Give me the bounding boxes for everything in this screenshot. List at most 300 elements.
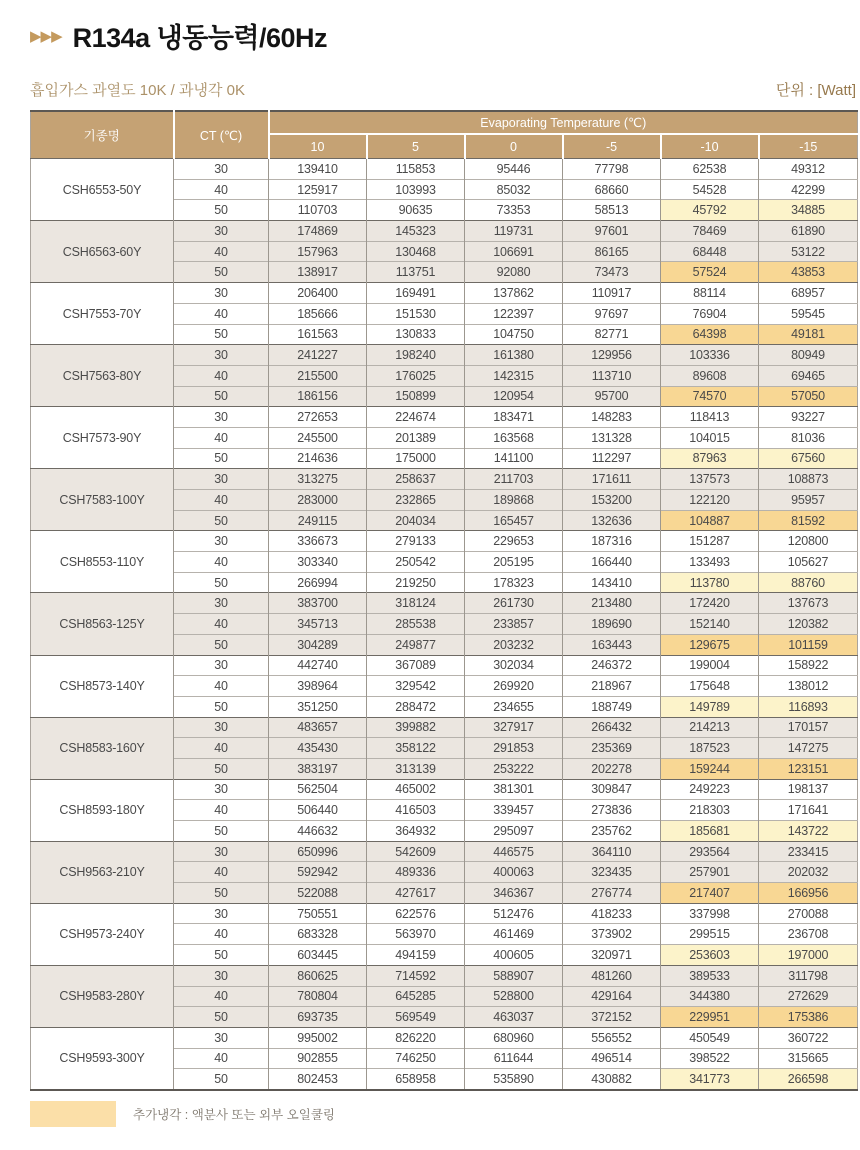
- value-cell: 261730: [465, 593, 563, 614]
- value-cell: 542609: [367, 841, 465, 862]
- value-cell: 372152: [563, 1007, 661, 1028]
- ct-cell: 50: [174, 758, 269, 779]
- value-cell: 246372: [563, 655, 661, 676]
- value-cell: 158922: [759, 655, 858, 676]
- value-cell: 197000: [759, 945, 858, 966]
- value-cell: 189690: [563, 614, 661, 635]
- value-cell: 104750: [465, 324, 563, 345]
- value-cell: 603445: [269, 945, 367, 966]
- value-cell: 233857: [465, 614, 563, 635]
- value-cell: 175386: [759, 1007, 858, 1028]
- value-cell: 249115: [269, 510, 367, 531]
- value-cell: 213480: [563, 593, 661, 614]
- value-cell: 450549: [661, 1027, 759, 1048]
- value-cell: 120382: [759, 614, 858, 635]
- value-cell: 159244: [661, 758, 759, 779]
- table-row: [31, 655, 858, 676]
- ct-cell: 40: [174, 303, 269, 324]
- value-cell: 129956: [563, 345, 661, 366]
- value-cell: 291853: [465, 738, 563, 759]
- value-cell: 344380: [661, 986, 759, 1007]
- col-header-temp-neg5: -5: [563, 134, 661, 159]
- value-cell: 588907: [465, 965, 563, 986]
- table-row: [31, 531, 858, 552]
- value-cell: 204034: [367, 510, 465, 531]
- ct-cell: 40: [174, 552, 269, 573]
- value-cell: 120800: [759, 531, 858, 552]
- value-cell: 714592: [367, 965, 465, 986]
- value-cell: 295097: [465, 821, 563, 842]
- value-cell: 90635: [367, 200, 465, 221]
- value-cell: 446575: [465, 841, 563, 862]
- model-name-cell: CSH7573-90Y: [31, 407, 174, 469]
- value-cell: 142315: [465, 365, 563, 386]
- value-cell: 241227: [269, 345, 367, 366]
- value-cell: 42299: [759, 179, 858, 200]
- value-cell: 54528: [661, 179, 759, 200]
- model-name-cell: CSH7583-100Y: [31, 469, 174, 531]
- value-cell: 172420: [661, 593, 759, 614]
- value-cell: 131328: [563, 427, 661, 448]
- value-cell: 86165: [563, 241, 661, 262]
- value-cell: 269920: [465, 676, 563, 697]
- ct-cell: 40: [174, 800, 269, 821]
- value-cell: 165457: [465, 510, 563, 531]
- ct-cell: 50: [174, 386, 269, 407]
- model-name-cell: CSH9573-240Y: [31, 903, 174, 965]
- value-cell: 336673: [269, 531, 367, 552]
- legend-label: 추가냉각 : 액분사 또는 외부 오일쿨링: [133, 1107, 335, 1122]
- value-cell: 746250: [367, 1048, 465, 1069]
- value-cell: 383197: [269, 758, 367, 779]
- ct-cell: 40: [174, 1048, 269, 1069]
- value-cell: 304289: [269, 634, 367, 655]
- value-cell: 116893: [759, 696, 858, 717]
- value-cell: 234655: [465, 696, 563, 717]
- ct-cell: 30: [174, 283, 269, 304]
- value-cell: 125917: [269, 179, 367, 200]
- model-name-cell: CSH8583-160Y: [31, 717, 174, 779]
- value-cell: 187316: [563, 531, 661, 552]
- ct-cell: 40: [174, 862, 269, 883]
- col-header-temp-5: 5: [367, 134, 465, 159]
- value-cell: 650996: [269, 841, 367, 862]
- value-cell: 341773: [661, 1069, 759, 1090]
- value-cell: 89608: [661, 365, 759, 386]
- value-cell: 489336: [367, 862, 465, 883]
- ct-cell: 50: [174, 510, 269, 531]
- value-cell: 367089: [367, 655, 465, 676]
- value-cell: 202278: [563, 758, 661, 779]
- value-cell: 119731: [465, 221, 563, 242]
- value-cell: 562504: [269, 779, 367, 800]
- value-cell: 429164: [563, 986, 661, 1007]
- value-cell: 389533: [661, 965, 759, 986]
- table-row: [31, 779, 858, 800]
- value-cell: 73473: [563, 262, 661, 283]
- value-cell: 483657: [269, 717, 367, 738]
- legend: [30, 1100, 858, 1128]
- value-cell: 85032: [465, 179, 563, 200]
- col-header-temp-neg15: -15: [759, 134, 858, 159]
- value-cell: 249877: [367, 634, 465, 655]
- value-cell: 276774: [563, 883, 661, 904]
- value-cell: 103993: [367, 179, 465, 200]
- value-cell: 303340: [269, 552, 367, 573]
- value-cell: 169491: [367, 283, 465, 304]
- value-cell: 115853: [367, 159, 465, 180]
- value-cell: 45792: [661, 200, 759, 221]
- col-header-temp-0: 0: [465, 134, 563, 159]
- model-name-cell: CSH8553-110Y: [31, 531, 174, 593]
- value-cell: 622576: [367, 903, 465, 924]
- value-cell: 273836: [563, 800, 661, 821]
- ct-cell: 40: [174, 241, 269, 262]
- value-cell: 351250: [269, 696, 367, 717]
- ct-cell: 30: [174, 841, 269, 862]
- ct-cell: 50: [174, 945, 269, 966]
- value-cell: 73353: [465, 200, 563, 221]
- ct-cell: 30: [174, 903, 269, 924]
- value-cell: 189868: [465, 490, 563, 511]
- value-cell: 995002: [269, 1027, 367, 1048]
- value-cell: 97697: [563, 303, 661, 324]
- value-cell: 176025: [367, 365, 465, 386]
- value-cell: 658958: [367, 1069, 465, 1090]
- value-cell: 147275: [759, 738, 858, 759]
- value-cell: 149789: [661, 696, 759, 717]
- ct-cell: 30: [174, 965, 269, 986]
- value-cell: 465002: [367, 779, 465, 800]
- ct-cell: 50: [174, 262, 269, 283]
- value-cell: 299515: [661, 924, 759, 945]
- value-cell: 130833: [367, 324, 465, 345]
- value-cell: 309847: [563, 779, 661, 800]
- value-cell: 202032: [759, 862, 858, 883]
- value-cell: 253603: [661, 945, 759, 966]
- value-cell: 398964: [269, 676, 367, 697]
- value-cell: 163443: [563, 634, 661, 655]
- value-cell: 185666: [269, 303, 367, 324]
- value-cell: 78469: [661, 221, 759, 242]
- value-cell: 137862: [465, 283, 563, 304]
- value-cell: 802453: [269, 1069, 367, 1090]
- value-cell: 122397: [465, 303, 563, 324]
- value-cell: 430882: [563, 1069, 661, 1090]
- ct-cell: 40: [174, 676, 269, 697]
- value-cell: 512476: [465, 903, 563, 924]
- value-cell: 174869: [269, 221, 367, 242]
- value-cell: 77798: [563, 159, 661, 180]
- value-cell: 266598: [759, 1069, 858, 1090]
- value-cell: 137673: [759, 593, 858, 614]
- ct-cell: 50: [174, 448, 269, 469]
- model-name-cell: CSH9583-280Y: [31, 965, 174, 1027]
- value-cell: 311798: [759, 965, 858, 986]
- value-cell: 110703: [269, 200, 367, 221]
- value-cell: 283000: [269, 490, 367, 511]
- table-row: [31, 159, 858, 180]
- value-cell: 288472: [367, 696, 465, 717]
- ct-cell: 50: [174, 883, 269, 904]
- value-cell: 188749: [563, 696, 661, 717]
- value-cell: 522088: [269, 883, 367, 904]
- value-cell: 416503: [367, 800, 465, 821]
- value-cell: 153200: [563, 490, 661, 511]
- value-cell: 320971: [563, 945, 661, 966]
- value-cell: 399882: [367, 717, 465, 738]
- value-cell: 313139: [367, 758, 465, 779]
- value-cell: 611644: [465, 1048, 563, 1069]
- model-name-cell: CSH8593-180Y: [31, 779, 174, 841]
- value-cell: 157963: [269, 241, 367, 262]
- table-body: [31, 159, 858, 1090]
- value-cell: 198240: [367, 345, 465, 366]
- value-cell: 137573: [661, 469, 759, 490]
- value-cell: 224674: [367, 407, 465, 428]
- value-cell: 67560: [759, 448, 858, 469]
- model-name-cell: CSH9563-210Y: [31, 841, 174, 903]
- value-cell: 43853: [759, 262, 858, 283]
- value-cell: 62538: [661, 159, 759, 180]
- model-name-cell: CSH6563-60Y: [31, 221, 174, 283]
- ct-cell: 50: [174, 200, 269, 221]
- value-cell: 826220: [367, 1027, 465, 1048]
- value-cell: 446632: [269, 821, 367, 842]
- value-cell: 215500: [269, 365, 367, 386]
- value-cell: 88760: [759, 572, 858, 593]
- value-cell: 95957: [759, 490, 858, 511]
- value-cell: 151530: [367, 303, 465, 324]
- value-cell: 171641: [759, 800, 858, 821]
- value-cell: 481260: [563, 965, 661, 986]
- value-cell: 218303: [661, 800, 759, 821]
- value-cell: 57050: [759, 386, 858, 407]
- model-name-cell: CSH7563-80Y: [31, 345, 174, 407]
- ct-cell: 40: [174, 427, 269, 448]
- value-cell: 81036: [759, 427, 858, 448]
- capacity-table: [30, 110, 858, 1091]
- value-cell: 279133: [367, 531, 465, 552]
- model-name-cell: CSH8563-125Y: [31, 593, 174, 655]
- value-cell: 198137: [759, 779, 858, 800]
- value-cell: 496514: [563, 1048, 661, 1069]
- ct-cell: 30: [174, 407, 269, 428]
- value-cell: 219250: [367, 572, 465, 593]
- value-cell: 364932: [367, 821, 465, 842]
- value-cell: 233415: [759, 841, 858, 862]
- value-cell: 680960: [465, 1027, 563, 1048]
- table-row: [31, 965, 858, 986]
- value-cell: 130468: [367, 241, 465, 262]
- ct-cell: 30: [174, 345, 269, 366]
- value-cell: 463037: [465, 1007, 563, 1028]
- value-cell: 217407: [661, 883, 759, 904]
- value-cell: 68448: [661, 241, 759, 262]
- value-cell: 249223: [661, 779, 759, 800]
- value-cell: 345713: [269, 614, 367, 635]
- value-cell: 506440: [269, 800, 367, 821]
- value-cell: 205195: [465, 552, 563, 573]
- table-row: [31, 345, 858, 366]
- value-cell: 360722: [759, 1027, 858, 1048]
- model-name-cell: CSH7553-70Y: [31, 283, 174, 345]
- value-cell: 113780: [661, 572, 759, 593]
- col-header-model: 기종명: [31, 111, 174, 159]
- value-cell: 329542: [367, 676, 465, 697]
- table-row: [31, 221, 858, 242]
- value-cell: 645285: [367, 986, 465, 1007]
- value-cell: 133493: [661, 552, 759, 573]
- col-header-temp-neg10: -10: [661, 134, 759, 159]
- ct-cell: 30: [174, 469, 269, 490]
- value-cell: 95700: [563, 386, 661, 407]
- value-cell: 199004: [661, 655, 759, 676]
- value-cell: 235762: [563, 821, 661, 842]
- value-cell: 92080: [465, 262, 563, 283]
- value-cell: 400063: [465, 862, 563, 883]
- value-cell: 236708: [759, 924, 858, 945]
- value-cell: 108873: [759, 469, 858, 490]
- value-cell: 250542: [367, 552, 465, 573]
- value-cell: 59545: [759, 303, 858, 324]
- value-cell: 383700: [269, 593, 367, 614]
- value-cell: 245500: [269, 427, 367, 448]
- model-name-cell: CSH6553-50Y: [62, 182, 142, 197]
- value-cell: 64398: [661, 324, 759, 345]
- page-title: R134a 냉동능력/60Hz: [72, 22, 328, 53]
- value-cell: 175648: [661, 676, 759, 697]
- value-cell: 122120: [661, 490, 759, 511]
- value-cell: 373902: [563, 924, 661, 945]
- value-cell: 152140: [661, 614, 759, 635]
- value-cell: 266994: [269, 572, 367, 593]
- value-cell: 535890: [465, 1069, 563, 1090]
- value-cell: 750551: [269, 903, 367, 924]
- value-cell: 139410: [269, 159, 367, 180]
- value-cell: 302034: [465, 655, 563, 676]
- value-cell: 201389: [367, 427, 465, 448]
- value-cell: 337998: [661, 903, 759, 924]
- value-cell: 106691: [465, 241, 563, 262]
- value-cell: 69465: [759, 365, 858, 386]
- value-cell: 563970: [367, 924, 465, 945]
- value-cell: 313275: [269, 469, 367, 490]
- value-cell: 229951: [661, 1007, 759, 1028]
- value-cell: 364110: [563, 841, 661, 862]
- value-cell: 270088: [759, 903, 858, 924]
- value-cell: 272653: [269, 407, 367, 428]
- value-cell: 53122: [759, 241, 858, 262]
- ct-cell: 40: [174, 924, 269, 945]
- value-cell: 187523: [661, 738, 759, 759]
- col-header-temp-10: 10: [269, 134, 367, 159]
- value-cell: 780804: [269, 986, 367, 1007]
- value-cell: 183471: [465, 407, 563, 428]
- table-row: [31, 1027, 858, 1048]
- table-row: [31, 717, 858, 738]
- value-cell: 132636: [563, 510, 661, 531]
- value-cell: 683328: [269, 924, 367, 945]
- ct-cell: 50: [174, 324, 269, 345]
- value-cell: 120954: [465, 386, 563, 407]
- value-cell: 381301: [465, 779, 563, 800]
- value-cell: 170157: [759, 717, 858, 738]
- value-cell: 34885: [759, 200, 858, 221]
- value-cell: 104887: [661, 510, 759, 531]
- value-cell: 494159: [367, 945, 465, 966]
- value-cell: 339457: [465, 800, 563, 821]
- ct-cell: 40: [174, 179, 269, 200]
- highlight-swatch-icon: [30, 1101, 116, 1127]
- value-cell: 693735: [269, 1007, 367, 1028]
- ct-cell: 50: [174, 1007, 269, 1028]
- value-cell: 123151: [759, 758, 858, 779]
- ct-cell: 40: [174, 614, 269, 635]
- value-cell: 461469: [465, 924, 563, 945]
- value-cell: 323435: [563, 862, 661, 883]
- table-row: [31, 283, 858, 304]
- table-row: [31, 593, 858, 614]
- value-cell: 592942: [269, 862, 367, 883]
- table-header: [31, 111, 858, 159]
- ct-cell: 30: [174, 655, 269, 676]
- value-cell: 113710: [563, 365, 661, 386]
- title-row: [30, 14, 858, 56]
- value-cell: 151287: [661, 531, 759, 552]
- model-name-cell: CSH8573-140Y: [31, 655, 174, 717]
- value-cell: 113751: [367, 262, 465, 283]
- value-cell: 93227: [759, 407, 858, 428]
- table-row: [31, 841, 858, 862]
- table-row: [31, 903, 858, 924]
- value-cell: 82771: [563, 324, 661, 345]
- value-cell: 556552: [563, 1027, 661, 1048]
- value-cell: 902855: [269, 1048, 367, 1069]
- value-cell: 58513: [563, 200, 661, 221]
- value-cell: 185681: [661, 821, 759, 842]
- value-cell: 315665: [759, 1048, 858, 1069]
- value-cell: 318124: [367, 593, 465, 614]
- value-cell: 528800: [465, 986, 563, 1007]
- value-cell: 166440: [563, 552, 661, 573]
- ct-cell: 50: [174, 696, 269, 717]
- ct-cell: 30: [174, 531, 269, 552]
- value-cell: 76904: [661, 303, 759, 324]
- value-cell: 49181: [759, 324, 858, 345]
- value-cell: 118413: [661, 407, 759, 428]
- value-cell: 104015: [661, 427, 759, 448]
- value-cell: 346367: [465, 883, 563, 904]
- ct-cell: 40: [174, 490, 269, 511]
- ct-cell: 40: [174, 738, 269, 759]
- value-cell: 229653: [465, 531, 563, 552]
- triple-arrow-icon: ▶▶▶: [30, 28, 62, 45]
- value-cell: 272629: [759, 986, 858, 1007]
- col-header-ct: CT (℃): [174, 111, 269, 159]
- table-row: [31, 407, 858, 428]
- value-cell: 88114: [661, 283, 759, 304]
- value-cell: 175000: [367, 448, 465, 469]
- value-cell: 138917: [269, 262, 367, 283]
- value-cell: 218967: [563, 676, 661, 697]
- value-cell: 143722: [759, 821, 858, 842]
- value-cell: 129675: [661, 634, 759, 655]
- value-cell: 163568: [465, 427, 563, 448]
- value-cell: 253222: [465, 758, 563, 779]
- value-cell: 61890: [759, 221, 858, 242]
- value-cell: 143410: [563, 572, 661, 593]
